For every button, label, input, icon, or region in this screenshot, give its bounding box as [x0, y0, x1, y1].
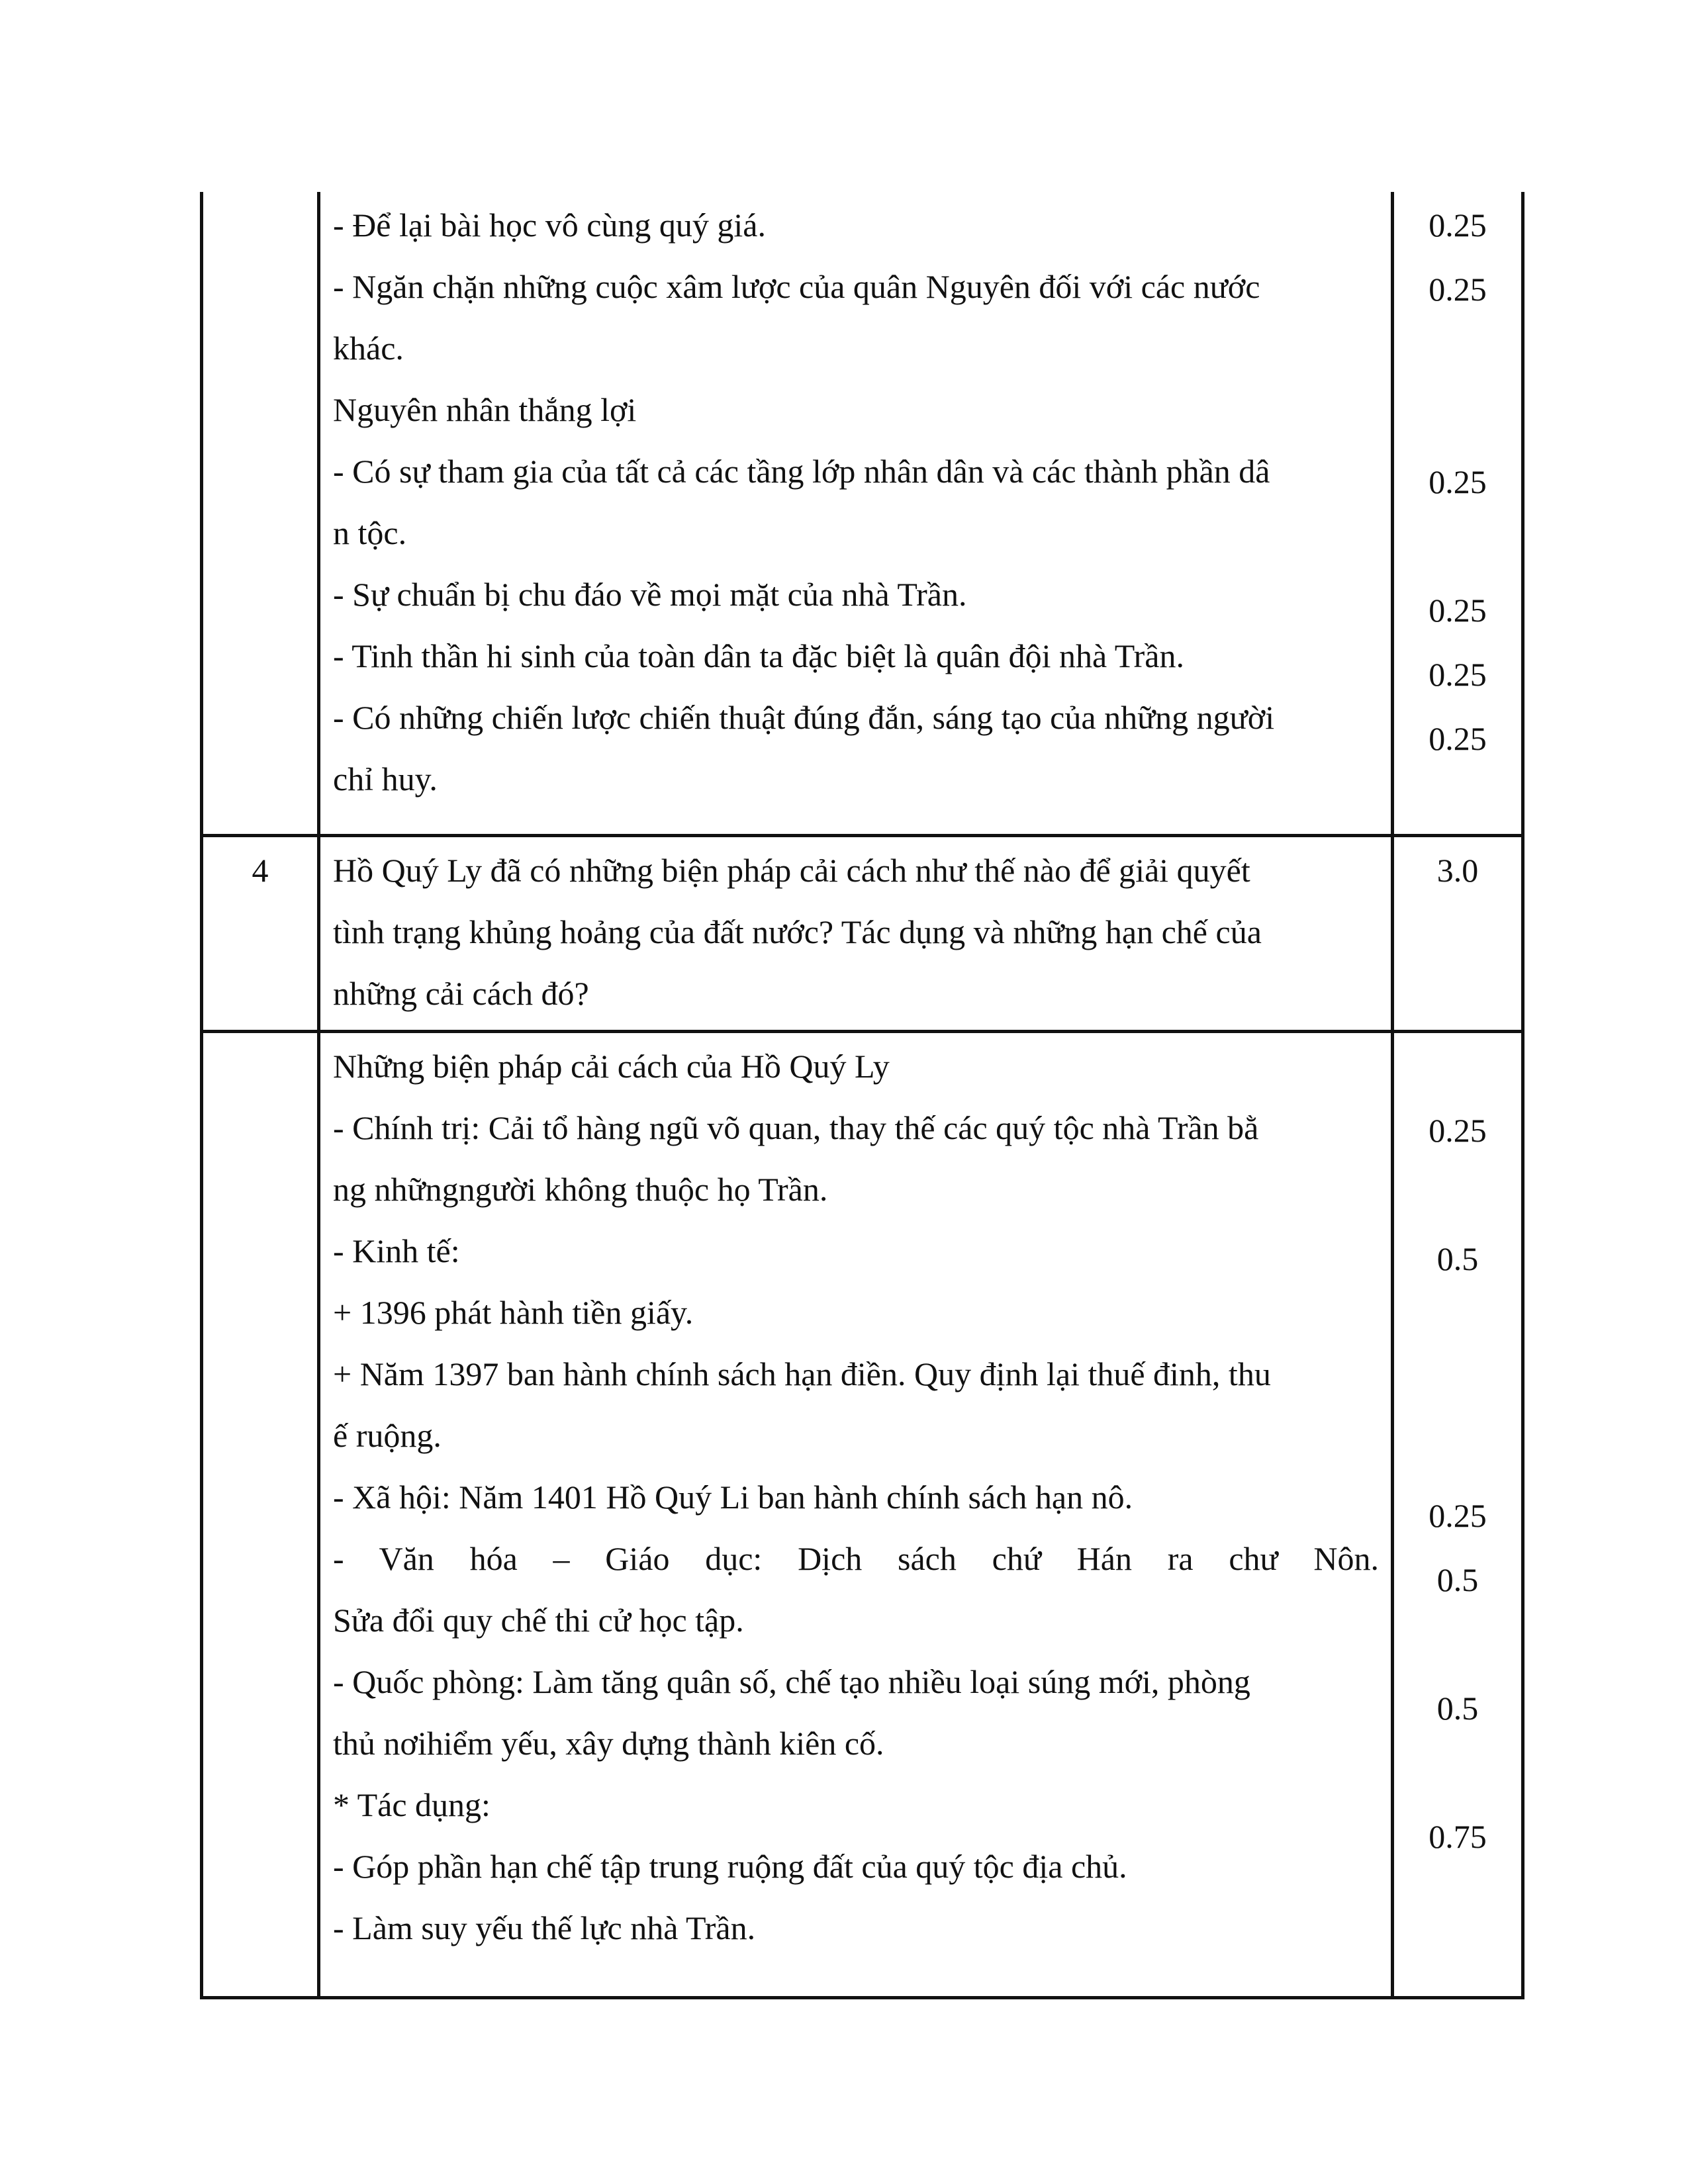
- content-line: chỉ huy.: [333, 760, 438, 797]
- score-value: [1394, 1161, 1521, 1226]
- content-line: - Kinh tế:: [333, 1232, 460, 1269]
- score-value: [1394, 385, 1521, 449]
- content-line: thủ nơihiểm yếu, xây dựng thành kiên cố.: [333, 1725, 884, 1762]
- score-value: 0.25: [1429, 720, 1487, 757]
- question-number-cell: 4: [202, 836, 319, 1032]
- score-value: 0.25: [1429, 206, 1487, 244]
- score-value: [1394, 320, 1521, 385]
- content-line: n tộc.: [333, 514, 407, 551]
- question-number-cell: [202, 1032, 319, 1998]
- score-value: [1394, 1033, 1521, 1097]
- score-cell: [1393, 836, 1523, 1032]
- score-value: [1394, 1868, 1521, 1932]
- answer-key-table: [200, 192, 1524, 1999]
- content-line: Nguyên nhân thắng lợi: [333, 391, 637, 428]
- score-value: [1394, 513, 1521, 577]
- score-value: [1394, 1611, 1521, 1675]
- table-row: [202, 836, 1523, 1032]
- content-line: - Có những chiến lược chiến thuật đúng đắn, sáng tạo của những người: [333, 699, 1275, 736]
- content-line: - Góp phần hạn chế tập trung ruộng đất của quý tộc địa chủ.: [333, 1848, 1127, 1885]
- answer-content-cell: [319, 1032, 1393, 1998]
- content-line: - Làm suy yếu thế lực nhà Trần.: [333, 1909, 756, 1946]
- score-value: [1394, 1739, 1521, 1803]
- content-line: tình trạng khủng hoảng của đất nước? Tác dụng và những hạn chế của: [333, 913, 1262, 950]
- content-line: - Quốc phòng: Làm tăng quân số, chế tạo nhiều loại súng mới, phòng: [333, 1663, 1250, 1700]
- content-line: + 1396 phát hành tiền giấy.: [333, 1294, 694, 1331]
- content-line: - Có sự tham gia của tất cả các tầng lớp nhân dân và các thành phần dâ: [333, 453, 1270, 490]
- content-line: - Để lại bài học vô cùng quý giá.: [333, 206, 766, 244]
- table-row: [202, 192, 1523, 836]
- score-value: [1394, 770, 1521, 834]
- score-value: [1394, 1418, 1521, 1482]
- answer-content-cell: [319, 192, 1393, 836]
- score-value: 0.25: [1429, 1112, 1487, 1149]
- score-value: 0.5: [1436, 1240, 1479, 1277]
- score-value: 0.25: [1429, 463, 1487, 500]
- score-value: 0.5: [1436, 1690, 1479, 1727]
- score-cell: [1393, 1032, 1523, 1998]
- content-line: - Tinh thần hi sinh của toàn dân ta đặc biệt là quân đội nhà Trần.: [333, 637, 1184, 674]
- question-number-cell: [202, 192, 319, 836]
- score-cell: [1393, 192, 1523, 836]
- content-line: Hồ Quý Ly đã có những biện pháp cải cách như thế nào để giải quyết: [333, 852, 1250, 889]
- score-value: 3.0: [1436, 852, 1479, 889]
- score-value: [1394, 901, 1521, 966]
- content-line: Những biện pháp cải cách của Hồ Quý Ly: [333, 1048, 890, 1085]
- question-text-cell: [319, 836, 1393, 1032]
- score-value: [1394, 1354, 1521, 1418]
- score-value: 0.5: [1436, 1561, 1479, 1598]
- score-value: 0.25: [1429, 1497, 1487, 1534]
- score-value: [1394, 966, 1521, 1030]
- content-line: - Văn hóa – Giáo dục: Dịch sách chứ Hán ra chư Nôn.: [333, 1540, 1379, 1577]
- table-row: [202, 1032, 1523, 1998]
- score-value: 0.75: [1429, 1818, 1487, 1855]
- content-line: * Tác dụng:: [333, 1786, 491, 1823]
- content-line: ế ruộng.: [333, 1417, 442, 1454]
- content-line: - Chính trị: Cải tổ hàng ngũ võ quan, thay thế các quý tộc nhà Trần bằ: [333, 1109, 1259, 1146]
- content-line: khác.: [333, 330, 404, 367]
- score-value: 0.25: [1429, 656, 1487, 693]
- score-value: 0.25: [1429, 271, 1487, 308]
- score-value: [1394, 1290, 1521, 1354]
- score-value: 0.25: [1429, 592, 1487, 629]
- content-line: - Sự chuẩn bị chu đáo về mọi mặt của nhà Trần.: [333, 576, 967, 613]
- content-line: những cải cách đó?: [333, 975, 589, 1012]
- content-line: - Xã hội: Năm 1401 Hồ Quý Li ban hành chính sách hạn nô.: [333, 1479, 1133, 1516]
- content-line: ng nhữngngười không thuộc họ Trần.: [333, 1171, 828, 1208]
- score-value: [1394, 1932, 1521, 1996]
- content-line: - Ngăn chặn những cuộc xâm lược của quân Nguyên đối với các nước: [333, 268, 1260, 305]
- content-line: + Năm 1397 ban hành chính sách hạn điền. Quy định lại thuế đinh, thu: [333, 1355, 1271, 1392]
- content-line: Sửa đổi quy chế thi cử học tập.: [333, 1602, 744, 1639]
